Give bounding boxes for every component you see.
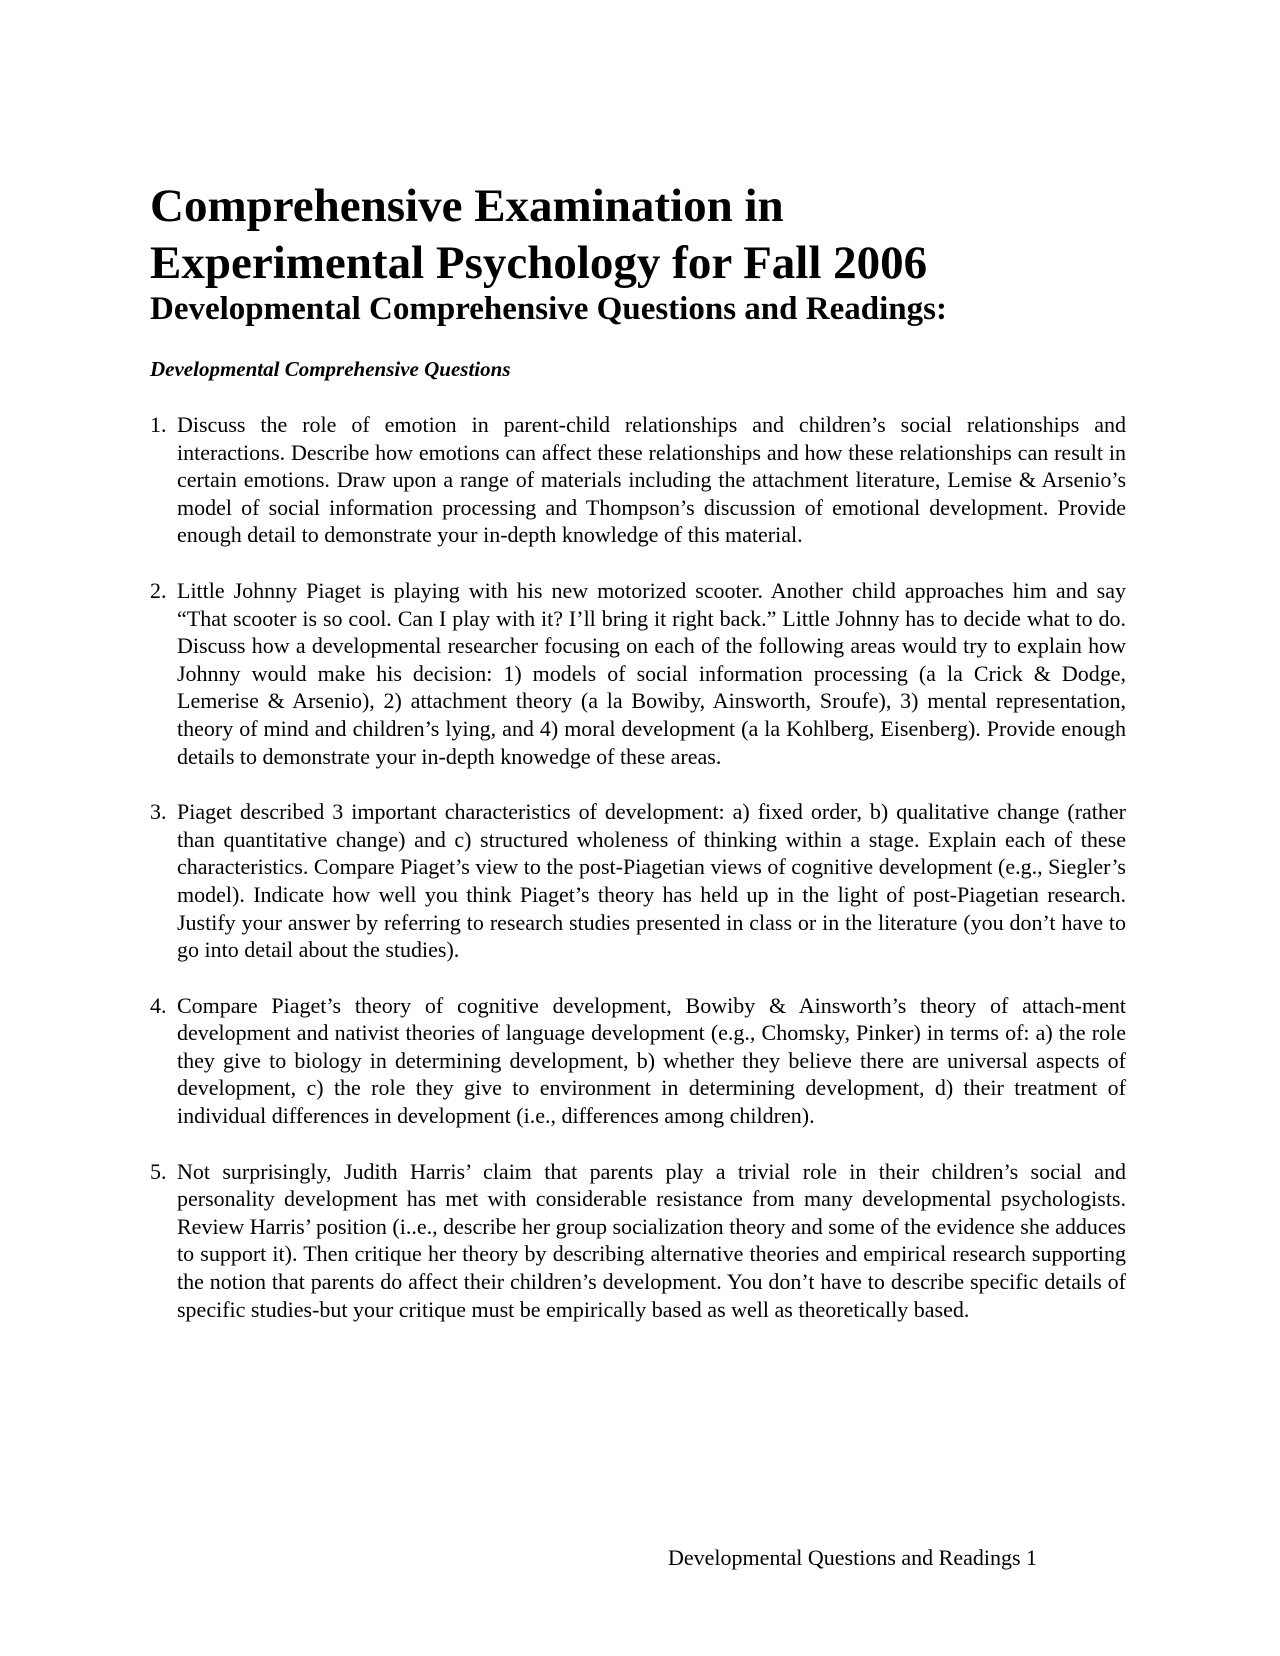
question-item-3 — [150, 798, 1126, 964]
question-text: Not surprisingly, Judith Harris’ claim that parents play a trivial role in their children’s social and personality development has met with considerable resistance from many developmental psychologists. Review Harris’ position (i..e., describe her group socialization theory and some of the evidence she adduces to support it). Then critique her theory by describing alternative theories and empirical research supporting the notion that parents do affect their children’s development. You don’t have to describe specific details of specific studies-but your critique must be empirically based as well as theoretically based. — [177, 1158, 1126, 1322]
question-text: Piaget described 3 important characteristics of development: a) fixed order, b) qualitative change (rather than quantitative change) and c) structured wholeness of thinking within a stage. Explain each of these characteristics. Compare Piaget’s view to the post-Piagetian views of cognitive development (e.g., Siegler’s model). Indicate how well you think Piaget’s theory has held up in the light of post-Piagetian research. Justify your answer by referring to research studies presented in class or in the literature (you don’t have to go into detail about the studies). — [177, 799, 1126, 963]
question-item-4 — [150, 992, 1126, 1130]
question-item-1 — [150, 411, 1126, 549]
question-item-2 — [150, 577, 1126, 770]
question-list — [150, 411, 1126, 1351]
question-number: 5. — [150, 1158, 167, 1184]
question-text: Discuss the role of emotion in parent-child relationships and children’s social relationships and interactions. Describe how emotions can affect these relationships and how these relationships can result in certain emotions. Draw upon a range of materials including the attachment literature, Lemise & Arsenio’s model of social information processing and Thompson’s discussion of emotional development. Provide enough detail to demonstrate your in-depth knowledge of this material. — [177, 412, 1126, 548]
section-heading: Developmental Comprehensive Questions — [150, 357, 511, 381]
question-item-5 — [150, 1158, 1126, 1324]
title-line-1: Comprehensive Examination in — [150, 180, 784, 232]
question-text: Little Johnny Piaget is playing with his new motorized scooter. Another child approaches him and say “That scooter is so cool. Can I play with it? I’ll bring it right back.” Little Johnny has to decide what to do. Discuss how a developmental researcher focusing on each of the following areas would try to explain how Johnny would make his decision: 1) models of social information processing (a la Crick & Dodge, Lemerise & Arsenio), 2) attachment theory (a la Bowiby, Ainsworth, Sroufe), 3) mental representation, theory of mind and children’s lying, and 4) moral development (a la Kohlberg, Eisenberg). Provide enough details to demonstrate your in-depth knowedge of these areas. — [177, 577, 1126, 769]
question-number: 3. — [150, 799, 167, 825]
title-line-2: Experimental Psychology for Fall 2006 — [150, 237, 928, 289]
question-number: 1. — [150, 412, 167, 437]
question-number: 4. — [150, 992, 167, 1018]
page-footer: Developmental Questions and Readings 1 — [668, 1545, 1038, 1570]
document-title — [150, 178, 1150, 292]
document-subtitle: Developmental Comprehensive Questions and Readings: — [150, 291, 947, 327]
question-text: Compare Piaget’s theory of cognitive development, Bowiby & Ainsworth’s theory of attach-ment development and nativist theories of language development (e.g., Chomsky, Pinker) in terms of: a) the role they give to biology in determining development, b) whether they believe there are universal aspects of development, c) the role they give to environment in determining development, d) their treatment of individual differences in development (i.e., differences among children). — [177, 992, 1126, 1129]
question-number: 2. — [150, 577, 167, 603]
